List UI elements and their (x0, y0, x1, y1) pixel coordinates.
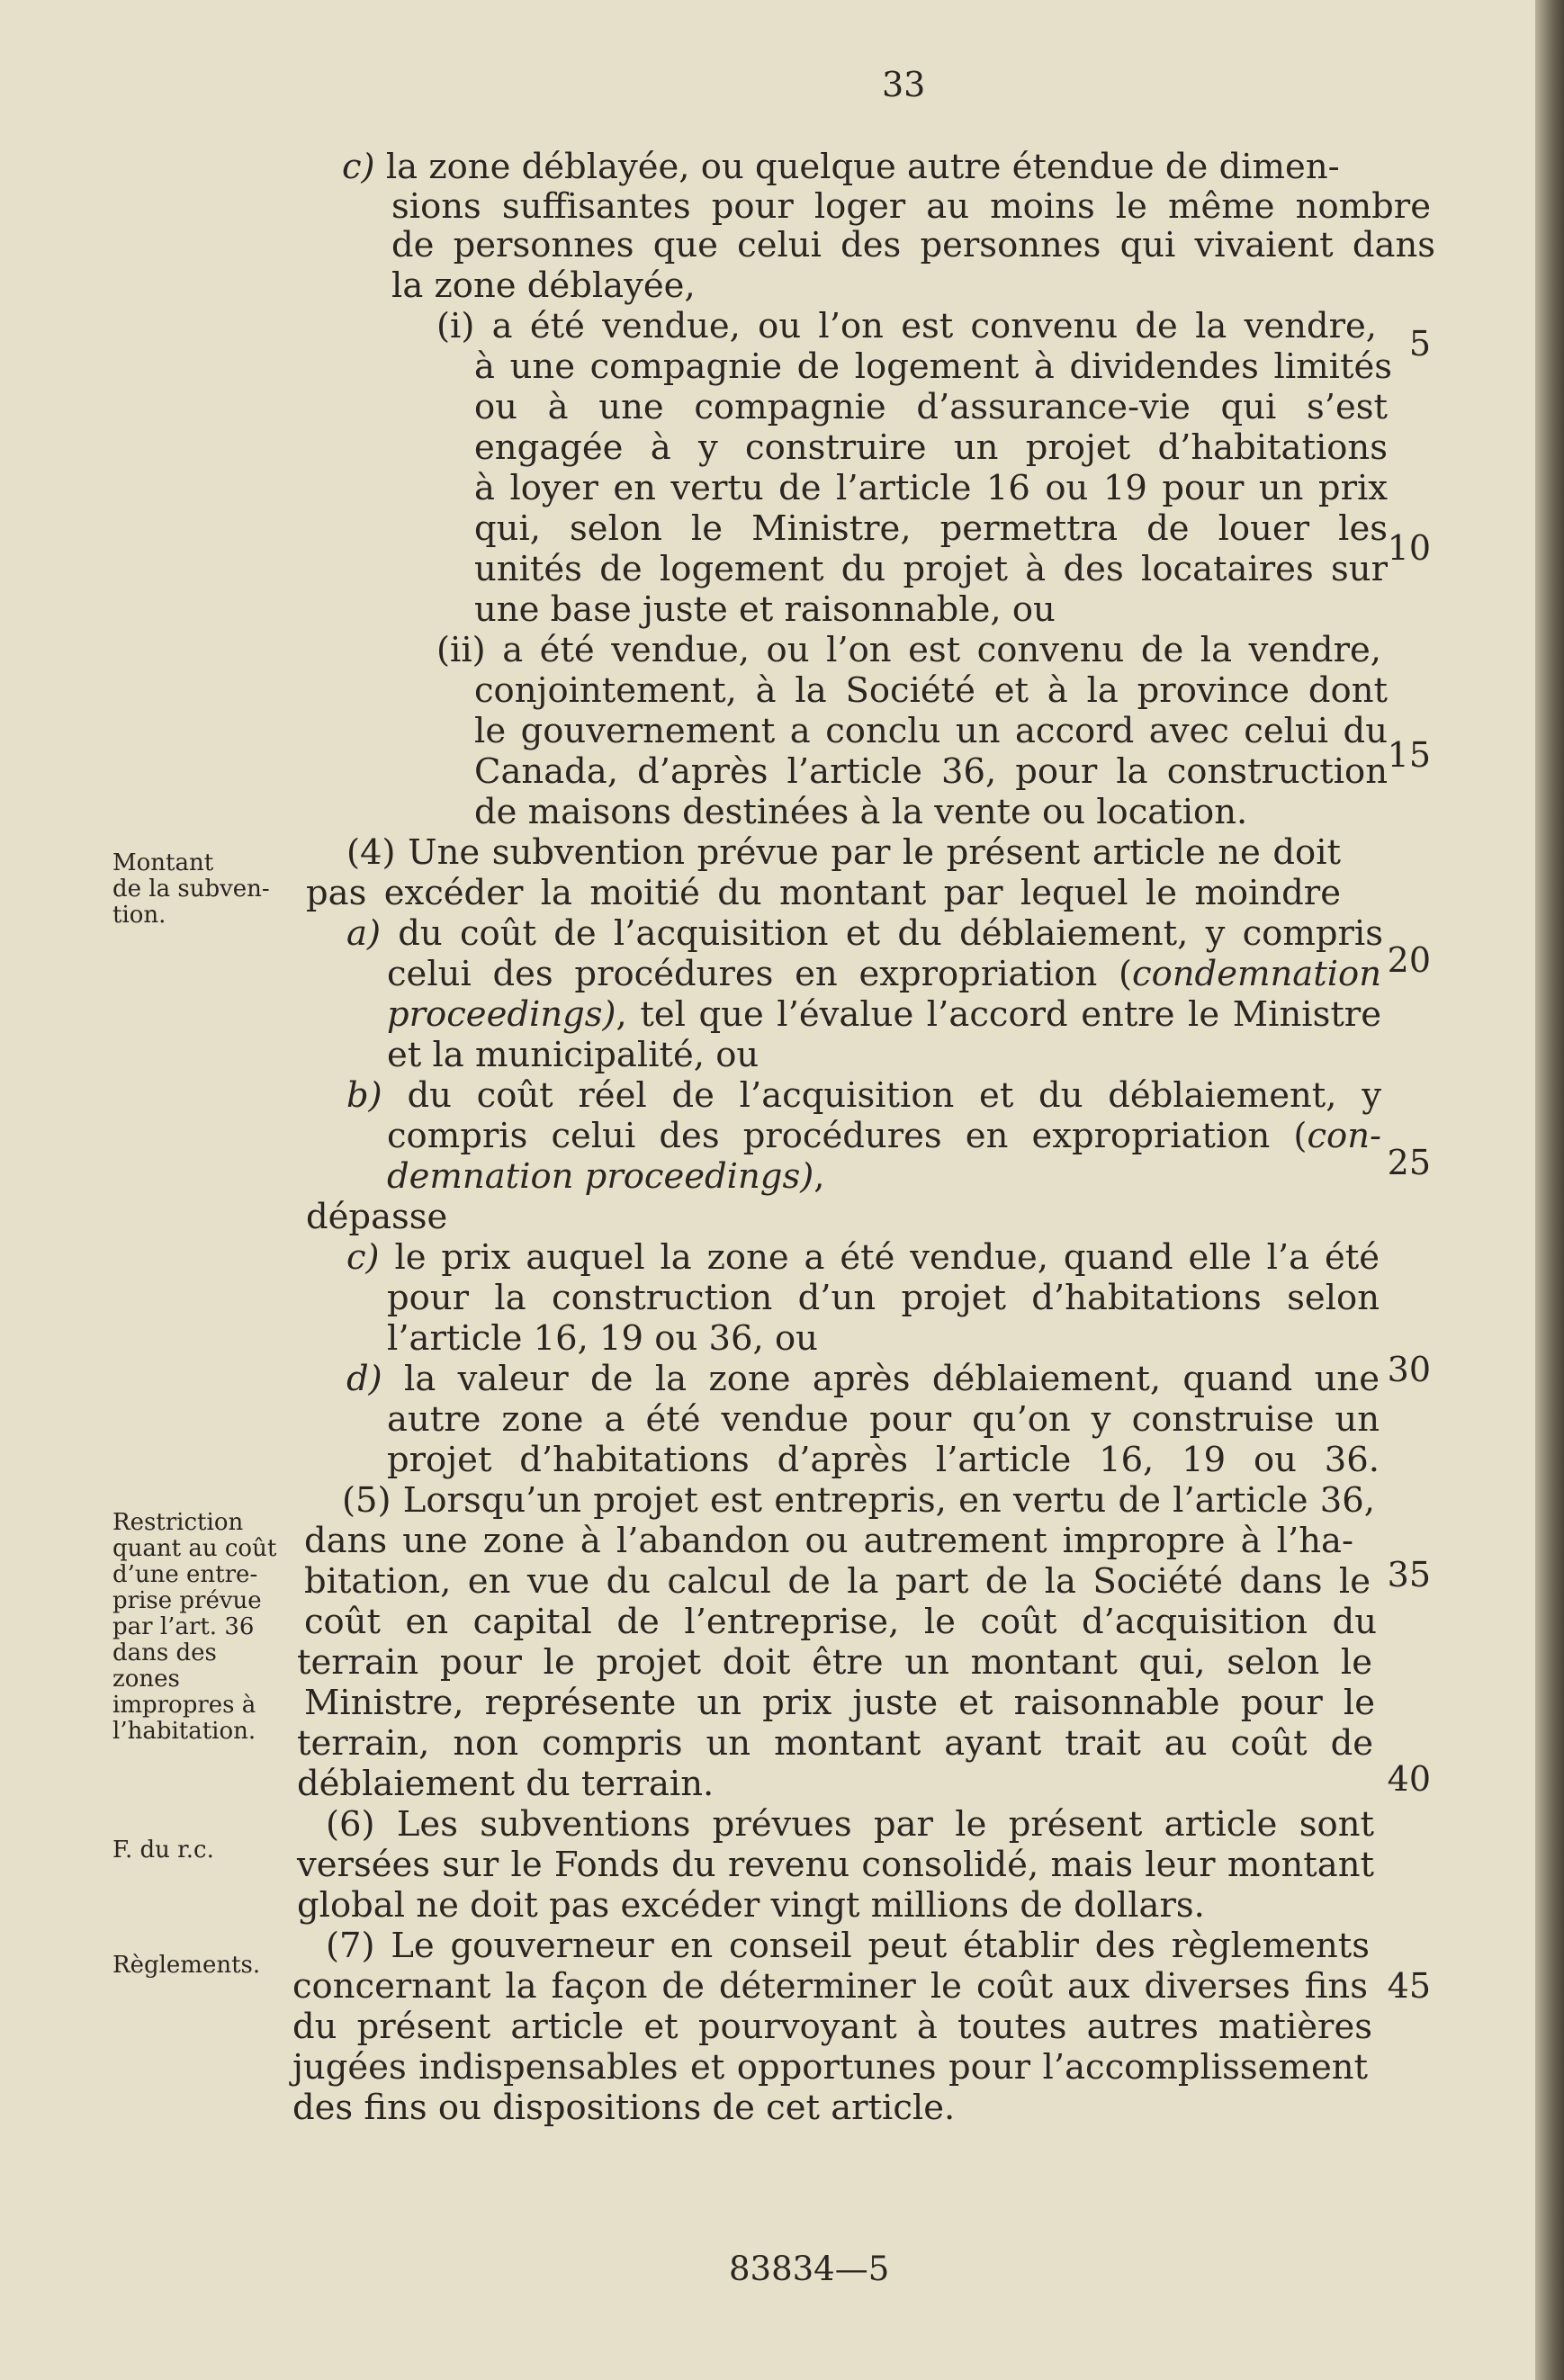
text-line: terrain, non compris un montant ayant trait au coût de (297, 1723, 1373, 1764)
text-line: celui des procédures en expropriation (condemnation (387, 954, 1381, 994)
text-line: déblaiement du terrain. (297, 1764, 715, 1804)
text-line: engagée à y construire un projet d’habitations (474, 427, 1388, 468)
line-number: 45 (1387, 1966, 1431, 2006)
text-line: unités de logement du projet à des locataires sur (474, 549, 1388, 589)
text-line: l’article 16, 19 ou 36, ou (387, 1318, 818, 1359)
text-line: ou à une compagnie d’assurance-vie qui s’est (474, 387, 1388, 427)
margin-note-line: Montant (112, 849, 214, 876)
text-line: à une compagnie de logement à dividendes limités (474, 346, 1392, 387)
margin-note-line: dans des (112, 1639, 217, 1666)
text-line: a) du coût de l’acquisition et du déblaiement, y compris (346, 913, 1383, 954)
text-line: bitation, en vue du calcul de la part de la Société dans le (304, 1561, 1371, 1602)
text-line: demnation proceedings), (387, 1156, 825, 1197)
text-line: (4) Une subvention prévue par le présent article ne doit (346, 832, 1341, 873)
text-line: la zone déblayée, (391, 265, 696, 306)
text-line: c) la zone déblayée, ou quelque autre étendue de dimen- (342, 147, 1340, 187)
text-line: d) la valeur de la zone après déblaiement, quand une (346, 1359, 1380, 1399)
text-line: du présent article et pourvoyant à toutes autres matières (292, 2007, 1372, 2047)
margin-note-line: impropres à (112, 1692, 256, 1719)
margin-note-line: prise prévue (112, 1587, 262, 1614)
text-line: (ii) a été vendue, ou l’on est convenu de la vendre, (436, 630, 1381, 670)
margin-note-line: tion. (112, 902, 166, 929)
margin-note-line: l’habitation. (112, 1718, 256, 1745)
margin-note-line: F. du r.c. (112, 1837, 214, 1864)
text-line: des fins ou dispositions de cet article. (292, 2088, 956, 2128)
line-number: 30 (1387, 1350, 1431, 1389)
text-line: à loyer en vertu de l’article 16 ou 19 pour un prix (474, 468, 1388, 508)
line-number: 5 (1408, 324, 1431, 364)
line-number: 15 (1387, 735, 1431, 775)
text-line: (5) Lorsqu’un projet est entrepris, en vertu de l’article 36, (342, 1480, 1375, 1521)
text-line: concernant la façon de déterminer le coût aux diverses fins (292, 1966, 1368, 2007)
text-line: une base juste et raisonnable, ou (474, 589, 1056, 630)
text-line: b) du coût réel de l’acquisition et du déblaiement, y (346, 1075, 1382, 1116)
text-line: le gouvernement a conclu un accord avec celui du (474, 711, 1388, 751)
margin-note-line: d’une entre- (112, 1561, 258, 1588)
text-line: conjointement, à la Société et à la province dont (474, 670, 1388, 711)
text-line: qui, selon le Ministre, permettra de louer les (474, 508, 1388, 549)
text-line: compris celui des procédures en expropriation (con- (387, 1116, 1381, 1156)
margin-note (112, 1953, 260, 1979)
text-line: sions suffisantes pour loger au moins le même nombre (391, 186, 1431, 227)
line-number: 10 (1387, 528, 1431, 568)
page-binding-edge (1535, 0, 1564, 2380)
text-line: jugées indispensables et opportunes pour l’accomplissement (292, 2047, 1368, 2088)
margin-note-line: de la subven- (112, 876, 270, 903)
text-line: c) le prix auquel la zone a été vendue, quand elle l’a été (346, 1237, 1380, 1278)
text-line: et la municipalité, ou (387, 1035, 760, 1075)
text-line: dans une zone à l’abandon ou autrement impropre à l’ha- (304, 1521, 1353, 1561)
line-number: 40 (1387, 1759, 1431, 1799)
margin-note (112, 1510, 276, 1745)
text-line: de maisons destinées à la vente ou location. (474, 792, 1248, 832)
text-line: pour la construction d’un projet d’habitations selon (387, 1278, 1380, 1318)
footer-code: 83834—5 (729, 2250, 890, 2288)
text-line: versées sur le Fonds du revenu consolidé, mais leur montant (297, 1845, 1374, 1885)
margin-note-line: Restriction (112, 1509, 244, 1536)
text-line: terrain pour le projet doit être un montant qui, selon le (297, 1642, 1372, 1683)
margin-note-line: zones (112, 1666, 180, 1693)
text-line: projet d’habitations d’après l’article 16, 19 ou 36. (387, 1440, 1380, 1480)
line-number: 20 (1387, 940, 1431, 980)
text-line: (i) a été vendue, ou l’on est convenu de la vendre, (436, 306, 1377, 346)
text-line: de personnes que celui des personnes qui vivaient dans (391, 225, 1435, 265)
text-line: Canada, d’après l’article 36, pour la construction (474, 751, 1388, 792)
text-line: (7) Le gouverneur en conseil peut établir des règlements (326, 1926, 1370, 1966)
text-line: (6) Les subventions prévues par le présent article sont (326, 1804, 1374, 1845)
text-line: proceedings), tel que l’évalue l’accord entre le Ministre (387, 994, 1381, 1035)
margin-note-line: Règlements. (112, 1952, 261, 1979)
text-line: autre zone a été vendue pour qu’on y construise un (387, 1399, 1380, 1440)
line-number: 25 (1387, 1143, 1431, 1182)
margin-note (112, 1837, 214, 1864)
text-line: global ne doit pas excéder vingt millions de dollars. (297, 1885, 1205, 1926)
text-line: pas excéder la moitié du montant par lequel le moindre (306, 873, 1341, 913)
text-line: coût en capital de l’entreprise, le coût d’acquisition du (304, 1602, 1377, 1642)
text-line: Ministre, représente un prix juste et raisonnable pour le (304, 1683, 1375, 1723)
text-line: dépasse (306, 1197, 448, 1237)
margin-note-line: par l’art. 36 (112, 1613, 255, 1640)
margin-note (112, 850, 270, 929)
page-number: 33 (882, 65, 926, 104)
line-number: 35 (1387, 1555, 1431, 1594)
margin-note-line: quant au coût (112, 1535, 277, 1562)
